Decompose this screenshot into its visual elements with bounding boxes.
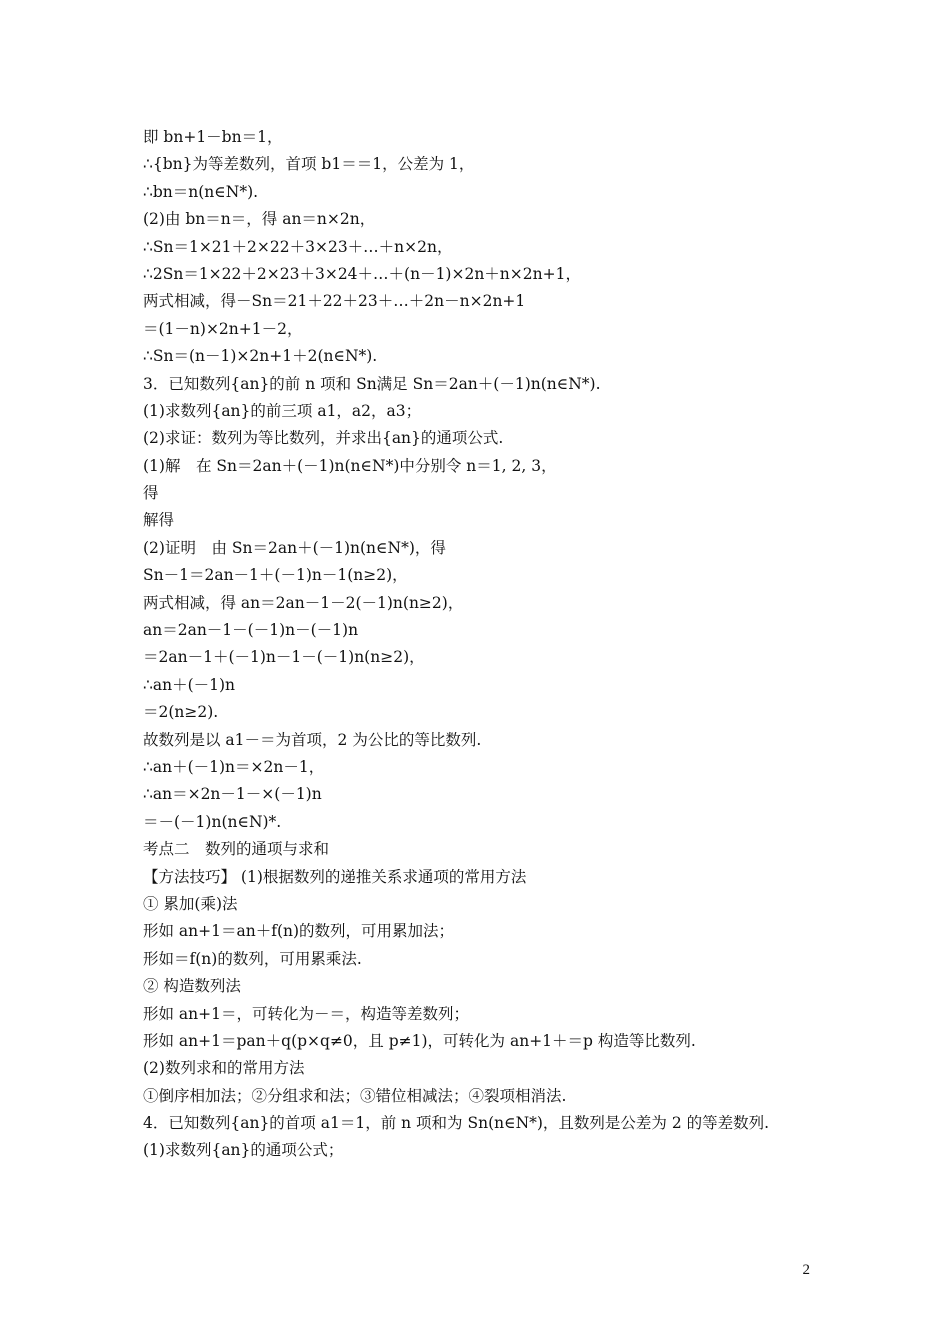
text-line: ＝(1－n)×2n+1－2， [143, 319, 303, 338]
page-number: 2 [802, 1262, 810, 1278]
problem-3-statement: 3．已知数列{an}的前 n 项和 Sn满足 Sn＝2an＋(－1)n(n∈N*). [143, 374, 601, 393]
text-line: 形如 an+1＝pan＋q(p×q≠0，且 p≠1)，可转化为 an+1＋＝p 构造等比数列. [143, 1031, 696, 1050]
text-line: ① 累加(乘)法 [143, 894, 238, 913]
text-line: ② 构造数列法 [143, 977, 241, 996]
text-line: 得 [143, 484, 159, 503]
text-line: (2)证明 由 Sn＝2an＋(－1)n(n∈N*)，得 [143, 538, 446, 557]
text-line: ∴{bn}为等差数列，首项 b1＝＝1，公差为 1， [143, 155, 475, 174]
text-line: ①倒序相加法；②分组求和法；③错位相减法；④裂项相消法. [143, 1086, 567, 1105]
text-line: (2)求证：数列为等比数列，并求出{an}的通项公式. [143, 429, 504, 448]
section-heading: 考点二 数列的通项与求和 [143, 840, 330, 859]
text-line: 解得 [143, 511, 175, 530]
text-line: an＝2an－1－(－1)n－(－1)n [143, 621, 359, 640]
text-line: ∴an＋(－1)n [143, 675, 236, 694]
text-line: (1)求数列{an}的前三项 a1，a2，a3； [143, 401, 422, 420]
text-line: ＝－(－1)n(n∈N)*. [143, 812, 282, 831]
text-line: ∴an＝×2n－1－×(－1)n [143, 785, 322, 804]
text-line: 形如 an+1＝an＋f(n)的数列，可用累加法； [143, 922, 455, 941]
text-line: ∴an＋(－1)n＝×2n－1， [143, 757, 325, 776]
text-line: ∴Sn＝(n－1)×2n+1＋2(n∈N*). [143, 347, 378, 366]
text-line: (1)解 在 Sn＝2an＋(－1)n(n∈N*)中分别令 n＝1, 2, 3， [143, 456, 557, 475]
text-line: 形如 an+1＝，可转化为－＝，构造等差数列； [143, 1004, 470, 1023]
text-line: (1)求数列{an}的通项公式； [143, 1141, 344, 1160]
text-line: ∴Sn＝1×21＋2×22＋3×23＋…＋n×2n， [143, 237, 453, 256]
method-tips-heading: 【方法技巧】 (1)根据数列的递推关系求通项的常用方法 [143, 867, 527, 886]
text-line: (2)数列求和的常用方法 [143, 1059, 305, 1078]
text-line: ＝2an－1＋(－1)n－1－(－1)n(n≥2)， [143, 648, 425, 667]
text-line: ∴2Sn＝1×22＋2×23＋3×24＋…＋(n－1)×2n＋n×2n+1， [143, 264, 581, 283]
text-line: 故数列是以 a1－＝为首项，2 为公比的等比数列. [143, 730, 482, 749]
text-line: Sn－1＝2an－1＋(－1)n－1(n≥2)， [143, 566, 408, 585]
text-line: 两式相减，得－Sn＝21＋22＋23＋…＋2n－n×2n+1 [143, 292, 526, 311]
text-line: ∴bn＝n(n∈N*). [143, 182, 259, 201]
text-line: 即 bn+1－bn＝1， [143, 128, 283, 146]
page-body [143, 124, 843, 1165]
text-line: ＝2(n≥2). [143, 703, 219, 722]
text-line: 两式相减，得 an＝2an－1－2(－1)n(n≥2)， [143, 593, 464, 612]
text-line: 形如＝f(n)的数列，可用累乘法. [143, 949, 362, 968]
text-line: (2)由 bn＝n＝，得 an＝n×2n， [143, 210, 376, 229]
problem-4-statement: 4．已知数列{an}的首项 a1＝1，前 n 项和为 Sn(n∈N*)，且数列是公差为 2 的等差数列. [143, 1114, 770, 1133]
